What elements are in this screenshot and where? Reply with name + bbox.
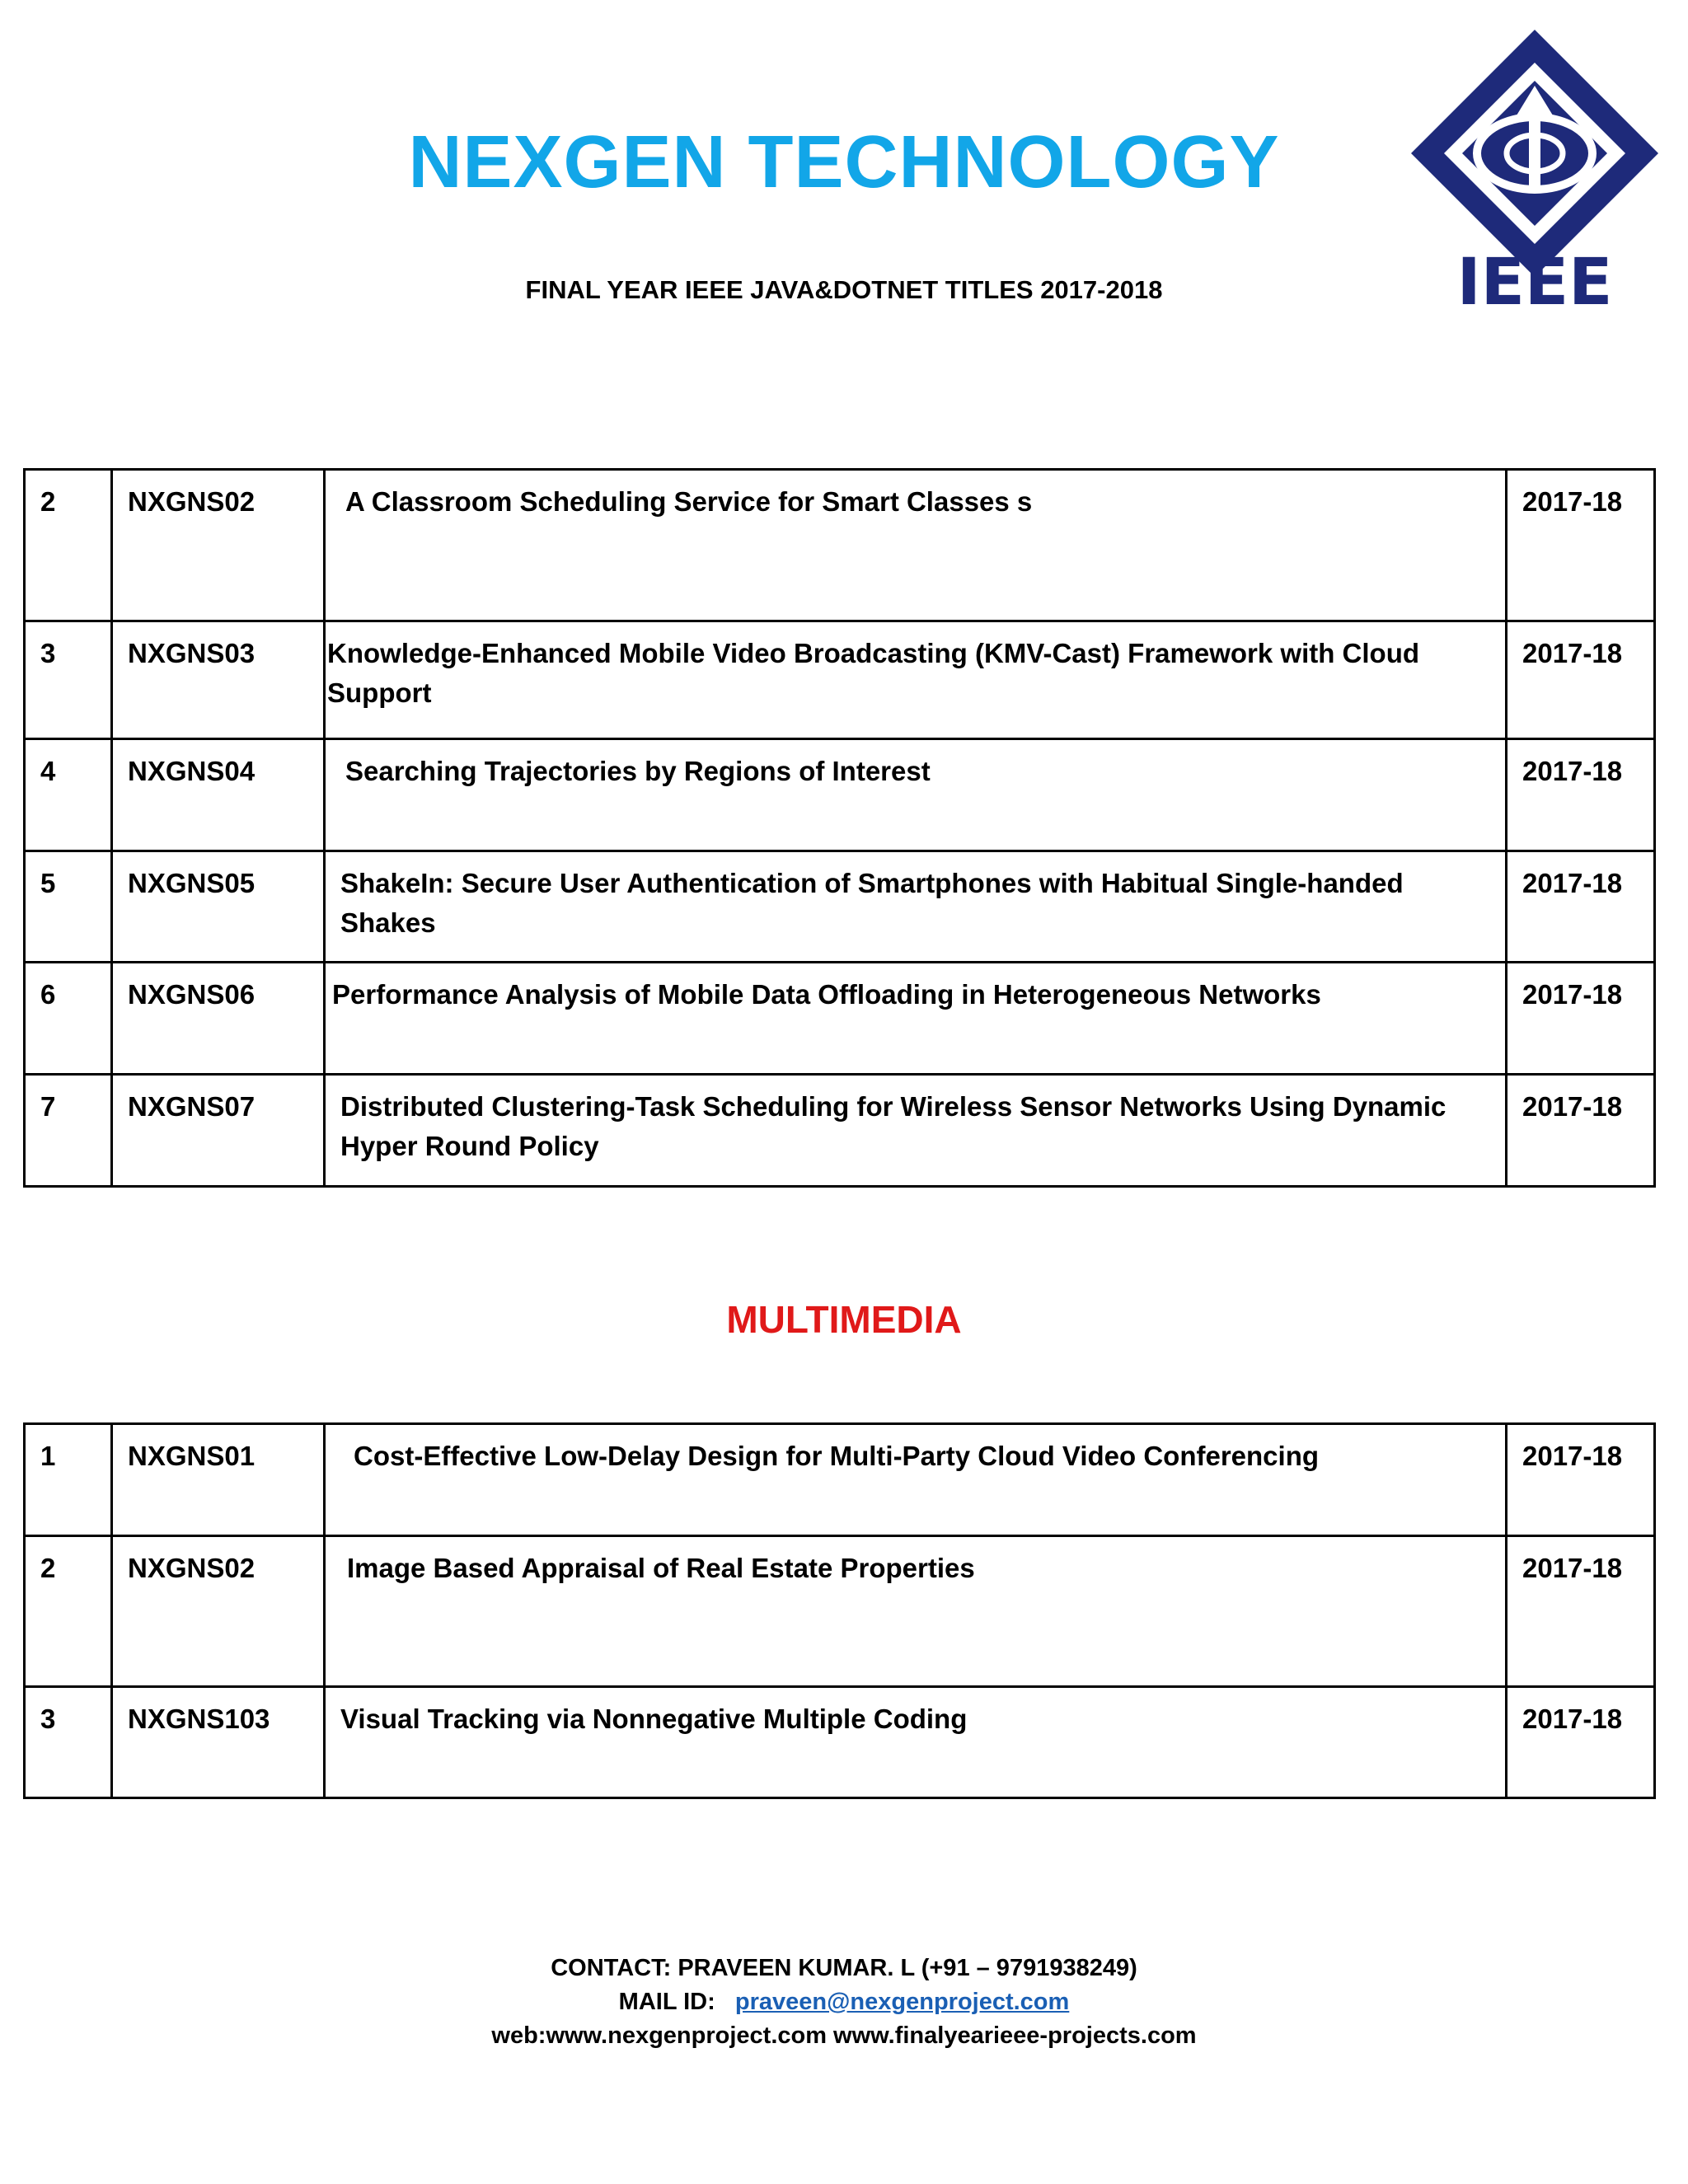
table-row [25, 1687, 1655, 1798]
project-code: NXGNS02 [112, 470, 325, 621]
mail-label: MAIL ID: [618, 1989, 715, 2015]
titles-table-1 [23, 468, 1656, 1188]
project-code: NXGNS04 [112, 739, 325, 851]
row-number: 3 [25, 1687, 112, 1798]
project-code: NXGNS05 [112, 851, 325, 963]
project-year: 2017-18 [1507, 621, 1655, 739]
project-year: 2017-18 [1507, 963, 1655, 1075]
project-year: 2017-18 [1507, 1424, 1655, 1536]
project-year: 2017-18 [1507, 1687, 1655, 1798]
footer-web: web:www.nexgenproject.com www.finalyearieee-projects.com [491, 2022, 1197, 2049]
row-number: 5 [25, 851, 112, 963]
logo-text: IEEE [1456, 246, 1613, 310]
page-title: NEXGEN TECHNOLOGY [408, 121, 1280, 204]
project-title: Performance Analysis of Mobile Data Offloading in Heterogeneous Networks [325, 963, 1507, 1075]
table-row [25, 963, 1655, 1075]
row-number: 7 [25, 1075, 112, 1187]
project-title: A Classroom Scheduling Service for Smart Classes s [325, 470, 1507, 621]
project-title: Distributed Clustering-Task Scheduling for Wireless Sensor Networks Using Dynamic Hyper Round Policy [325, 1075, 1507, 1187]
page-subtitle: FINAL YEAR IEEE JAVA&DOTNET TITLES 2017-2018 [525, 275, 1163, 304]
project-title: Searching Trajectories by Regions of Interest [325, 739, 1507, 851]
row-number: 4 [25, 739, 112, 851]
project-code: NXGNS103 [112, 1687, 325, 1798]
row-number: 2 [25, 470, 112, 621]
table-row [25, 1424, 1655, 1536]
project-title: Knowledge-Enhanced Mobile Video Broadcasting (KMV-Cast) Framework with Cloud Support [325, 621, 1507, 739]
ieee-logo [1411, 30, 1658, 310]
project-code: NXGNS06 [112, 963, 325, 1075]
row-number: 2 [25, 1536, 112, 1687]
project-year: 2017-18 [1507, 470, 1655, 621]
project-title: ShakeIn: Secure User Authentication of Smartphones with Habitual Single-handed Shakes [325, 851, 1507, 963]
project-code: NXGNS01 [112, 1424, 325, 1536]
titles-table-2 [23, 1422, 1656, 1799]
project-title: Cost-Effective Low-Delay Design for Multi-Party Cloud Video Conferencing [325, 1424, 1507, 1536]
project-code: NXGNS03 [112, 621, 325, 739]
table-row [25, 621, 1655, 739]
footer-contact: CONTACT: PRAVEEN KUMAR. L (+91 – 9791938249) [551, 1955, 1137, 1981]
project-code: NXGNS07 [112, 1075, 325, 1187]
table-row [25, 470, 1655, 621]
table-row [25, 851, 1655, 963]
footer-mail [0, 1989, 1688, 2016]
row-number: 6 [25, 963, 112, 1075]
table-row [25, 1536, 1655, 1687]
table-row [25, 1075, 1655, 1187]
project-year: 2017-18 [1507, 851, 1655, 963]
project-year: 2017-18 [1507, 1536, 1655, 1687]
project-title: Image Based Appraisal of Real Estate Properties [325, 1536, 1507, 1687]
row-number: 3 [25, 621, 112, 739]
section-heading-multimedia: MULTIMEDIA [726, 1298, 962, 1341]
project-code: NXGNS02 [112, 1536, 325, 1687]
project-year: 2017-18 [1507, 1075, 1655, 1187]
row-number: 1 [25, 1424, 112, 1536]
project-year: 2017-18 [1507, 739, 1655, 851]
mail-link[interactable]: praveen@nexgenproject.com [734, 1989, 1070, 2015]
project-title: Visual Tracking via Nonnegative Multiple Coding [325, 1687, 1507, 1798]
table-row [25, 739, 1655, 851]
